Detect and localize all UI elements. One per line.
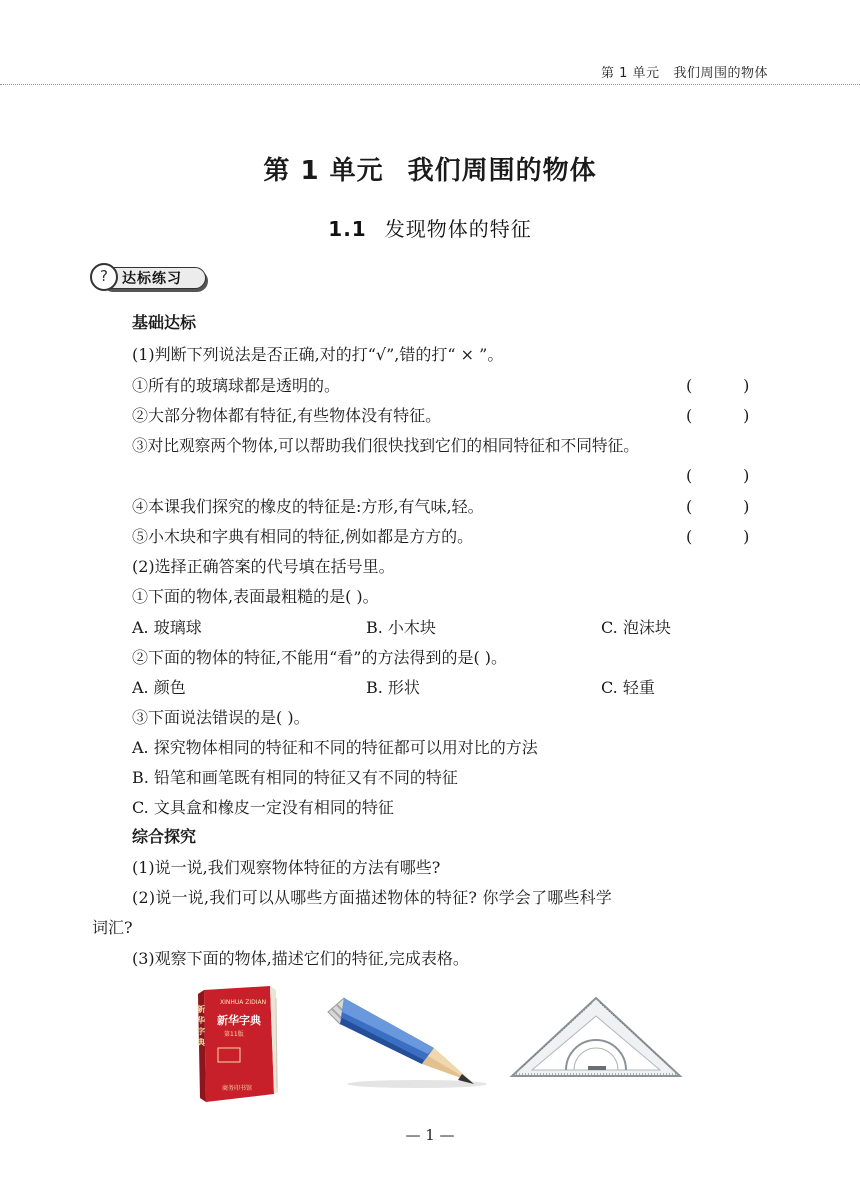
unit-title-name: 我们周围的物体 (407, 156, 597, 186)
q2-1-question: ①下面的物体,表面最粗糙的是( )。 (132, 587, 379, 606)
dictionary-image (196, 984, 280, 1106)
answer-blank-3[interactable]: ( ) (686, 466, 750, 485)
q2-1-option-c: C. 泡沫块 (601, 618, 671, 637)
basic-heading: 基础达标 (132, 313, 197, 332)
unit-title (0, 150, 860, 187)
q1-item-5: ⑤小木块和字典有相同的特征,例如都是方方的。 (132, 527, 474, 546)
comp-q2-line1: (2)说一说,我们可以从哪些方面描述物体的特征? 你学会了哪些科学 (132, 888, 613, 907)
answer-blank-1[interactable]: ( ) (686, 376, 750, 395)
q1-item-1: ①所有的玻璃球都是透明的。 (132, 376, 341, 395)
q2-3-question: ③下面说法错误的是( )。 (132, 708, 310, 727)
q2-2-option-b: B. 形状 (366, 678, 420, 697)
running-header-unit: 第 1 单元 (600, 66, 660, 81)
q1-intro: (1)判断下列说法是否正确,对的打“√”,错的打“ × ”。 (132, 345, 504, 364)
page-number: — 1 — (405, 1126, 455, 1144)
q1-item-3: ③对比观察两个物体,可以帮助我们很快找到它们的相同特征和不同特征。 (132, 436, 639, 455)
badge-label: 达标练习 (122, 271, 182, 287)
dictionary-illustration (196, 984, 280, 1106)
q2-2-option-a: A. 颜色 (132, 678, 186, 697)
q2-1-option-a: A. 玻璃球 (132, 618, 202, 637)
q2-2-option-c: C. 轻重 (601, 678, 655, 697)
q1-item-4: ④本课我们探究的橡皮的特征是:方形,有气味,轻。 (132, 497, 484, 516)
q2-2-question: ②下面的物体的特征,不能用“看”的方法得到的是( )。 (132, 648, 508, 667)
comprehensive-heading: 综合探究 (132, 827, 197, 846)
section-name: 发现物体的特征 (384, 217, 532, 241)
q2-3-option-b: B. 铅笔和画笔既有相同的特征又有不同的特征 (132, 768, 458, 787)
unit-title-number: 第 1 单元 (263, 156, 384, 186)
dictionary-publisher: 商务印书馆 (222, 1085, 253, 1092)
pencil-illustration (322, 992, 492, 1092)
answer-blank-4[interactable]: ( ) (686, 497, 750, 516)
practice-badge (90, 263, 212, 293)
running-header (601, 62, 768, 81)
section-title (0, 213, 860, 242)
comp-q2-line2: 词汇? (92, 918, 133, 937)
q2-intro: (2)选择正确答案的代号填在括号里。 (132, 557, 395, 576)
header-divider (0, 84, 860, 85)
answer-blank-2[interactable]: ( ) (686, 406, 750, 425)
section-number: 1.1 (328, 217, 367, 241)
comp-q1: (1)说一说,我们观察物体特征的方法有哪些? (132, 858, 441, 877)
set-square-illustration (508, 994, 684, 1082)
answer-blank-5[interactable]: ( ) (686, 527, 750, 546)
q2-3-option-a: A. 探究物体相同的特征和不同的特征都可以用对比的方法 (132, 738, 538, 757)
q2-3-option-c: C. 文具盒和橡皮一定没有相同的特征 (132, 798, 394, 817)
dictionary-spine-text: 新华字典 (197, 1005, 205, 1047)
dictionary-edition: 第11版 (224, 1031, 244, 1038)
pencil-image (322, 992, 492, 1092)
q2-1-option-b: B. 小木块 (366, 618, 436, 637)
running-header-topic: 我们周围的物体 (673, 66, 768, 81)
dictionary-title: 新华字典 (217, 1014, 261, 1027)
set-square-image (508, 994, 684, 1082)
lightbulb-question-icon: ? (90, 263, 118, 291)
comp-q3: (3)观察下面的物体,描述它们的特征,完成表格。 (132, 949, 469, 968)
dictionary-pinyin: XINHUA ZIDIAN (220, 999, 267, 1006)
q1-item-2: ②大部分物体都有特征,有些物体没有特征。 (132, 406, 442, 425)
